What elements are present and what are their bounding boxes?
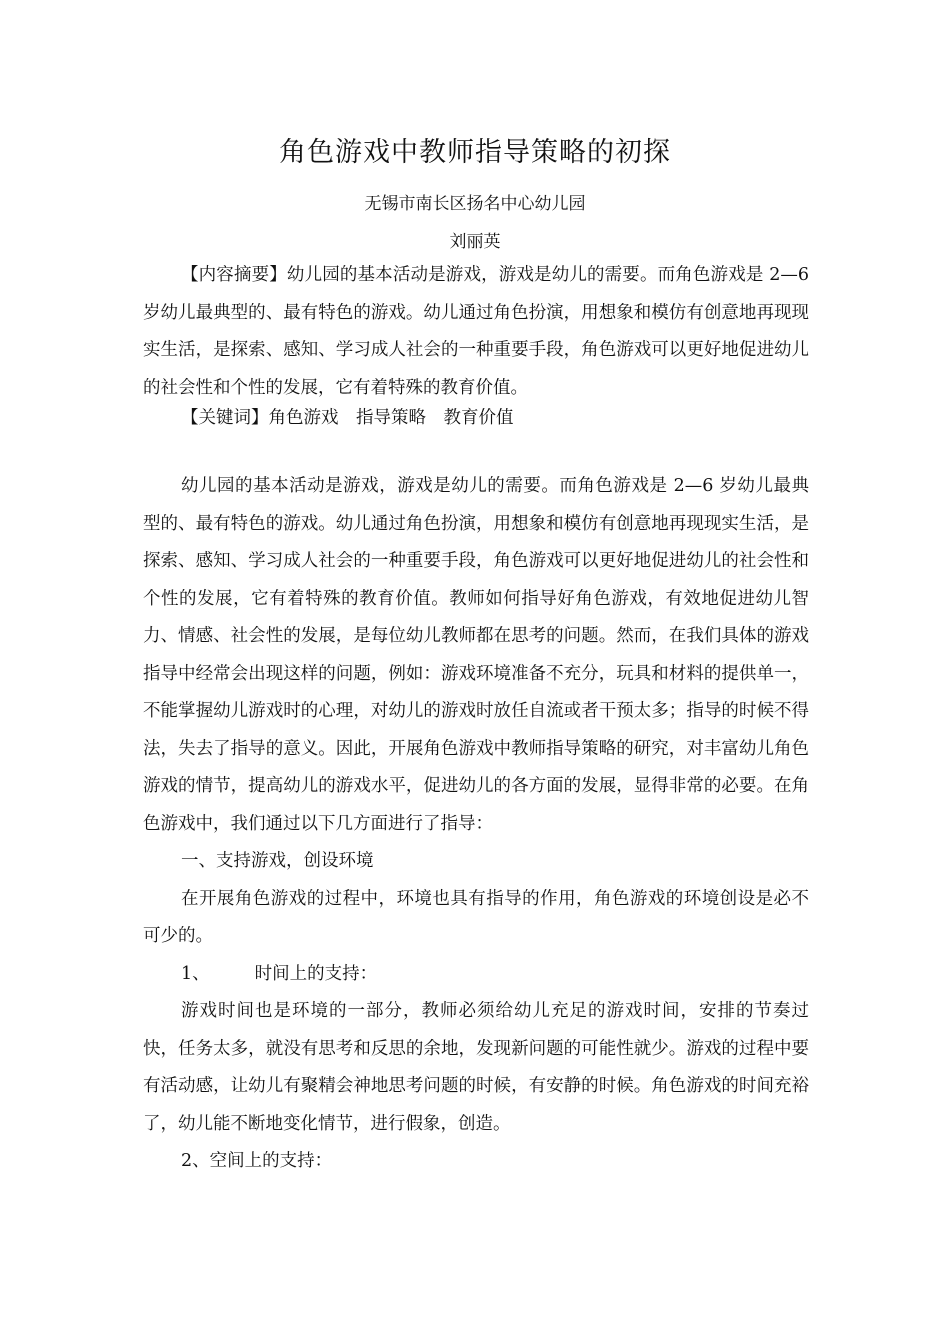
abstract-paragraph bbox=[143, 257, 809, 407]
subsection1-paragraph: 游戏时间也是环境的一部分，教师必须给幼儿充足的游戏时间，安排的节奏过快，任务太多，就没有思考和反思的余地，发现新问题的可能性就少。游戏的过程中要有活动感，让幼儿有聚精会神地思考问题的时候，有安静的时候。角色游戏的时间充裕了，幼儿能不断地变化情节，进行假象，创造。 bbox=[143, 1001, 809, 1134]
organization-name: 无锡市南长区扬名中心幼儿园 bbox=[364, 194, 586, 214]
abstract-label: 【内容摘要】 bbox=[181, 265, 287, 285]
section1-paragraph: 在开展角色游戏的过程中，环境也具有指导的作用，角色游戏的环境创设是必不可少的。 bbox=[143, 888, 809, 946]
section-heading-1: 一、支持游戏，创设环境 bbox=[181, 851, 374, 871]
keywords-text: 角色游戏 指导策略 教育价值 bbox=[268, 408, 514, 428]
abstract-block bbox=[143, 257, 809, 407]
subsection-number-1: 1、 bbox=[181, 963, 210, 984]
subsection-heading-2: 2、空间上的支持： bbox=[181, 1151, 333, 1171]
abstract-text: 幼儿园的基本活动是游戏，游戏是幼儿的需要。而角色游戏是 2—6 岁幼儿最典型的、最有特色的游戏。幼儿通过角色扮演，用想象和模仿有创意地再现现实生活，是探索、感知、学习成人社会的一种重要手段，角色游戏可以更好地促进幼儿的社会性和个性的发展，它有着特殊的教育价值。 bbox=[143, 265, 809, 398]
keywords-label: 【关键词】 bbox=[181, 408, 269, 428]
author-name: 刘丽英 bbox=[449, 232, 501, 252]
main-body bbox=[143, 468, 809, 1181]
subsection-heading-1 bbox=[143, 956, 809, 994]
document-title: 角色游戏中教师指导策略的初探 bbox=[279, 137, 671, 168]
subsection-title-1: 时间上的支持： bbox=[254, 963, 378, 984]
keywords-line bbox=[181, 400, 514, 438]
intro-paragraph: 幼儿园的基本活动是游戏，游戏是幼儿的需要。而角色游戏是 2—6 岁幼儿最典型的、最有特色的游戏。幼儿通过角色扮演，用想象和模仿有创意地再现现实生活，是探索、感知、学习成人社会的一种重要手段，角色游戏可以更好地促进幼儿的社会性和个性的发展，它有着特殊的教育价值。教师如何指导好角色游戏，有效地促进幼儿智力、情感、社会性的发展，是每位幼儿教师都在思考的问题。然而，在我们具体的游戏指导中经常会出现这样的问题，例如：游戏环境准备不充分，玩具和材料的提供单一，不能掌握幼儿游戏时的心理，对幼儿的游戏时放任自流或者干预太多；指导的时候不得法，失去了指导的意义。因此，开展角色游戏中教师指导策略的研究，对丰富幼儿角色游戏的情节，提高幼儿的游戏水平，促进幼儿的各方面的发展，显得非常的必要。在角色游戏中，我们通过以下几方面进行了指导： bbox=[143, 476, 809, 834]
